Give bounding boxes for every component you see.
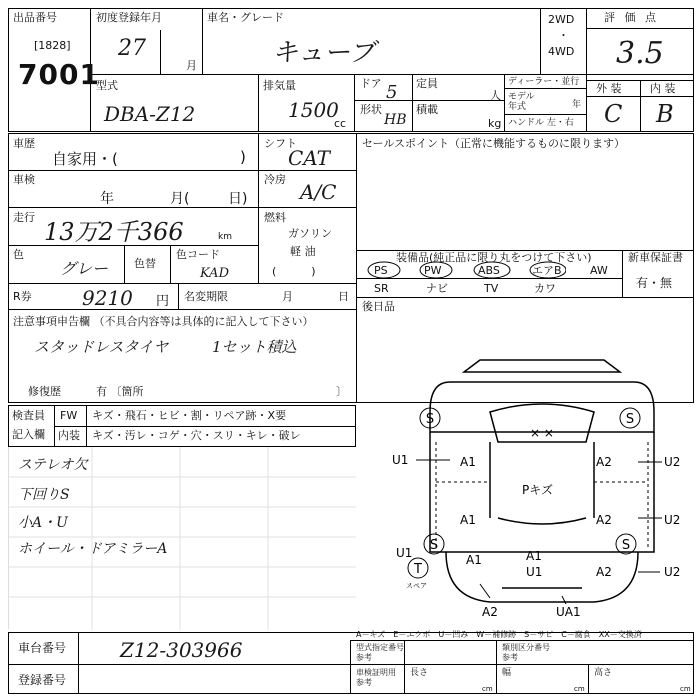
displacement-label: 排気量	[263, 79, 296, 92]
sales-point-label: セールスポイント（正常に機能するものに限ります）	[362, 137, 626, 150]
diagram-bottom-a2: A2	[482, 605, 498, 619]
interior-value: B	[656, 100, 674, 128]
equipment-circles	[366, 258, 566, 282]
model-label: 型式	[96, 79, 118, 92]
displacement-unit: cc	[334, 117, 347, 130]
wheel-rl-s: S	[429, 538, 439, 553]
equip-aw: AW	[590, 264, 608, 277]
mileage-unit: km	[218, 232, 232, 242]
chassis-label: 車台番号	[18, 641, 67, 655]
first-reg-label: 初度登録年月	[96, 11, 162, 24]
equip-leather: カワ	[534, 282, 556, 295]
warranty-label: 新車保証書	[628, 251, 683, 264]
equip-sr: SR	[374, 282, 389, 295]
door-value: 5	[386, 82, 398, 103]
fuel-gasoline: ガソリン	[288, 227, 332, 240]
wheel-fl-s: S	[425, 412, 435, 427]
interior-label: 内 装	[650, 82, 676, 95]
diagram-a2-door: A2	[596, 513, 612, 527]
recycle-value: 9210	[82, 286, 133, 310]
repair-close: 〕	[336, 385, 347, 398]
notes-label: 注意事項申告欄 （不具合内容等は具体的に記入して下さい）	[13, 315, 314, 328]
aircon-value: A/C	[300, 180, 337, 204]
lot-label: 出品番号	[13, 11, 57, 24]
aircon-label: 冷房	[264, 173, 286, 186]
drive-4wd: 4WD	[548, 45, 575, 58]
shape-label: 形状	[360, 103, 382, 116]
wheel-rr-s: S	[621, 538, 631, 553]
diagram-rear-u1: U1	[526, 565, 543, 579]
length-label: 長さ	[410, 668, 429, 678]
load-label: 積載	[416, 103, 438, 116]
diagram-a1-door: A1	[460, 513, 476, 527]
inspection-month: 月(	[170, 191, 190, 207]
name-change-month: 月	[282, 290, 293, 303]
wheel-fr-s: S	[625, 412, 635, 427]
equip-pw: PW	[424, 264, 442, 277]
recycle-unit: 円	[156, 294, 170, 309]
width-label: 幅	[502, 668, 512, 678]
lot-sub: [1828]	[34, 39, 71, 52]
repair-label: 修復歴	[28, 385, 61, 398]
diagram-rear-right-u2: U2	[664, 565, 681, 579]
spare-t: T	[414, 562, 422, 577]
fuel-parens: ( )	[272, 265, 316, 278]
diagram-rear-left-u1: U1	[396, 546, 413, 560]
fuel-label: 燃料	[264, 211, 286, 224]
equip-abs: ABS	[478, 264, 500, 277]
equipment-label: 装備品(純正品に限り丸をつけて下さい)	[396, 251, 592, 264]
designated-label: 型式指定番号 参考	[356, 643, 404, 662]
inspector-label-1: 検査員	[12, 409, 45, 422]
name-label: 車名・グレード	[207, 11, 284, 24]
legend: A－キズ E－エクボ U－凹み W－補修跡 S－サビ C－腐食 XX－交換済	[356, 630, 642, 639]
equip-ps: PS	[374, 264, 388, 277]
shape-value: HB	[384, 112, 407, 128]
note-line-3: 小A・U	[18, 515, 68, 531]
lot-number: 7001	[18, 58, 100, 91]
warranty-value: 有・無	[636, 276, 673, 290]
fw-items: キズ・飛石・ヒビ・割・リペア跡・X要	[92, 409, 287, 422]
history-value: 自家用・(	[52, 150, 118, 168]
width-cm: cm	[574, 685, 585, 693]
note-line-4: ホイール・ドアミラーA	[18, 541, 168, 557]
handle-label: ハンドル 左・右	[508, 118, 574, 128]
dealer-label: ディーラー・並行	[508, 77, 580, 87]
diagram-u1-fl: U1	[392, 453, 409, 467]
name-change-label: 名変期限	[184, 290, 228, 303]
diagram-windshield-marks: × ×	[530, 426, 554, 440]
exterior-label: 外 装	[596, 82, 622, 95]
int-label: 内装	[58, 429, 80, 442]
fw-label: FW	[60, 409, 78, 422]
class-label: 類別区分番号 参考	[502, 643, 550, 662]
name-change-day: 日	[338, 290, 349, 303]
diagram-bottom-ua1: UA1	[556, 605, 581, 619]
fuel-diesel: 軽 油	[290, 245, 316, 258]
equip-airbag: エアB	[532, 264, 562, 277]
diagram-a2-fr: A2	[596, 455, 612, 469]
first-reg-year: 27	[118, 36, 146, 61]
model-year-unit: 年	[572, 100, 582, 110]
note-line-2: 下回りS	[18, 487, 70, 503]
equip-tv: TV	[484, 282, 499, 295]
equip-navi: ナビ	[426, 282, 448, 295]
length-cm: cm	[482, 685, 493, 693]
color-label: 色	[13, 248, 24, 261]
name-value: キューブ	[272, 38, 375, 68]
diagram-u2-door: U2	[664, 513, 681, 527]
recycle-label: R券	[13, 290, 32, 303]
notes-text-1: スタッドレスタイヤ	[34, 338, 169, 356]
inspection-label: 車検	[13, 173, 35, 186]
history-label: 車歴	[13, 137, 35, 150]
inspection-day: 日)	[228, 191, 248, 207]
shift-value: CAT	[288, 146, 330, 170]
cert-label: 車検証明用 参考	[356, 668, 396, 687]
model-year-label: モデル 年式	[508, 92, 535, 112]
diagram-u2-fr: U2	[664, 455, 681, 469]
load-unit: kg	[488, 117, 502, 130]
chassis-value: Z12-303966	[120, 638, 243, 662]
drive-dot: ・	[558, 29, 569, 42]
diagram-rear-left-a1: A1	[466, 553, 482, 567]
shift-label: シフト	[264, 137, 297, 150]
inspector-label-2: 記入欄	[12, 428, 45, 441]
color-value: グレー	[60, 259, 109, 278]
height-label: 高さ	[594, 668, 613, 678]
color-change-label: 色替	[134, 257, 156, 270]
mileage-label: 走行	[13, 211, 35, 224]
footer-frame	[8, 632, 694, 694]
notes-text-2: 1セット積込	[212, 338, 297, 356]
diagram-a1-fl: A1	[460, 455, 476, 469]
height-cm: cm	[680, 685, 691, 693]
drive-2wd: 2WD	[548, 13, 575, 26]
color-code-label: 色コード	[176, 248, 220, 261]
diagram-spare-label: スペア	[406, 582, 427, 590]
after-day-label: 後日品	[362, 300, 395, 313]
exterior-value: C	[604, 100, 623, 128]
diagram-rear-right-a2: A2	[596, 565, 612, 579]
displacement-value: 1500	[288, 98, 339, 122]
door-label: ドア	[360, 77, 382, 90]
diagram-roof: Pキズ	[522, 483, 553, 497]
reg-label: 登録番号	[18, 673, 67, 687]
score-value: 3.5	[616, 36, 664, 71]
car-diagram	[390, 352, 694, 622]
mileage-value: 13万2千366	[44, 218, 184, 246]
note-line-1: ステレオ欠	[18, 457, 88, 473]
model-value: DBA-Z12	[104, 102, 196, 126]
capacity-unit: 人	[490, 89, 501, 102]
notes-grid	[8, 447, 356, 630]
inspection-year: 年	[100, 191, 114, 207]
repair-value: 有 〔箇所	[96, 385, 144, 398]
int-items: キズ・汚レ・コゲ・穴・スリ・キレ・破レ	[92, 429, 301, 442]
history-close: )	[240, 148, 246, 166]
capacity-label: 定員	[416, 77, 438, 90]
color-code-value: KAD	[200, 266, 229, 281]
first-reg-month-unit: 月	[186, 59, 197, 72]
score-label: 評 価 点	[604, 11, 659, 24]
diagram-rear-a1: A1	[526, 549, 542, 563]
